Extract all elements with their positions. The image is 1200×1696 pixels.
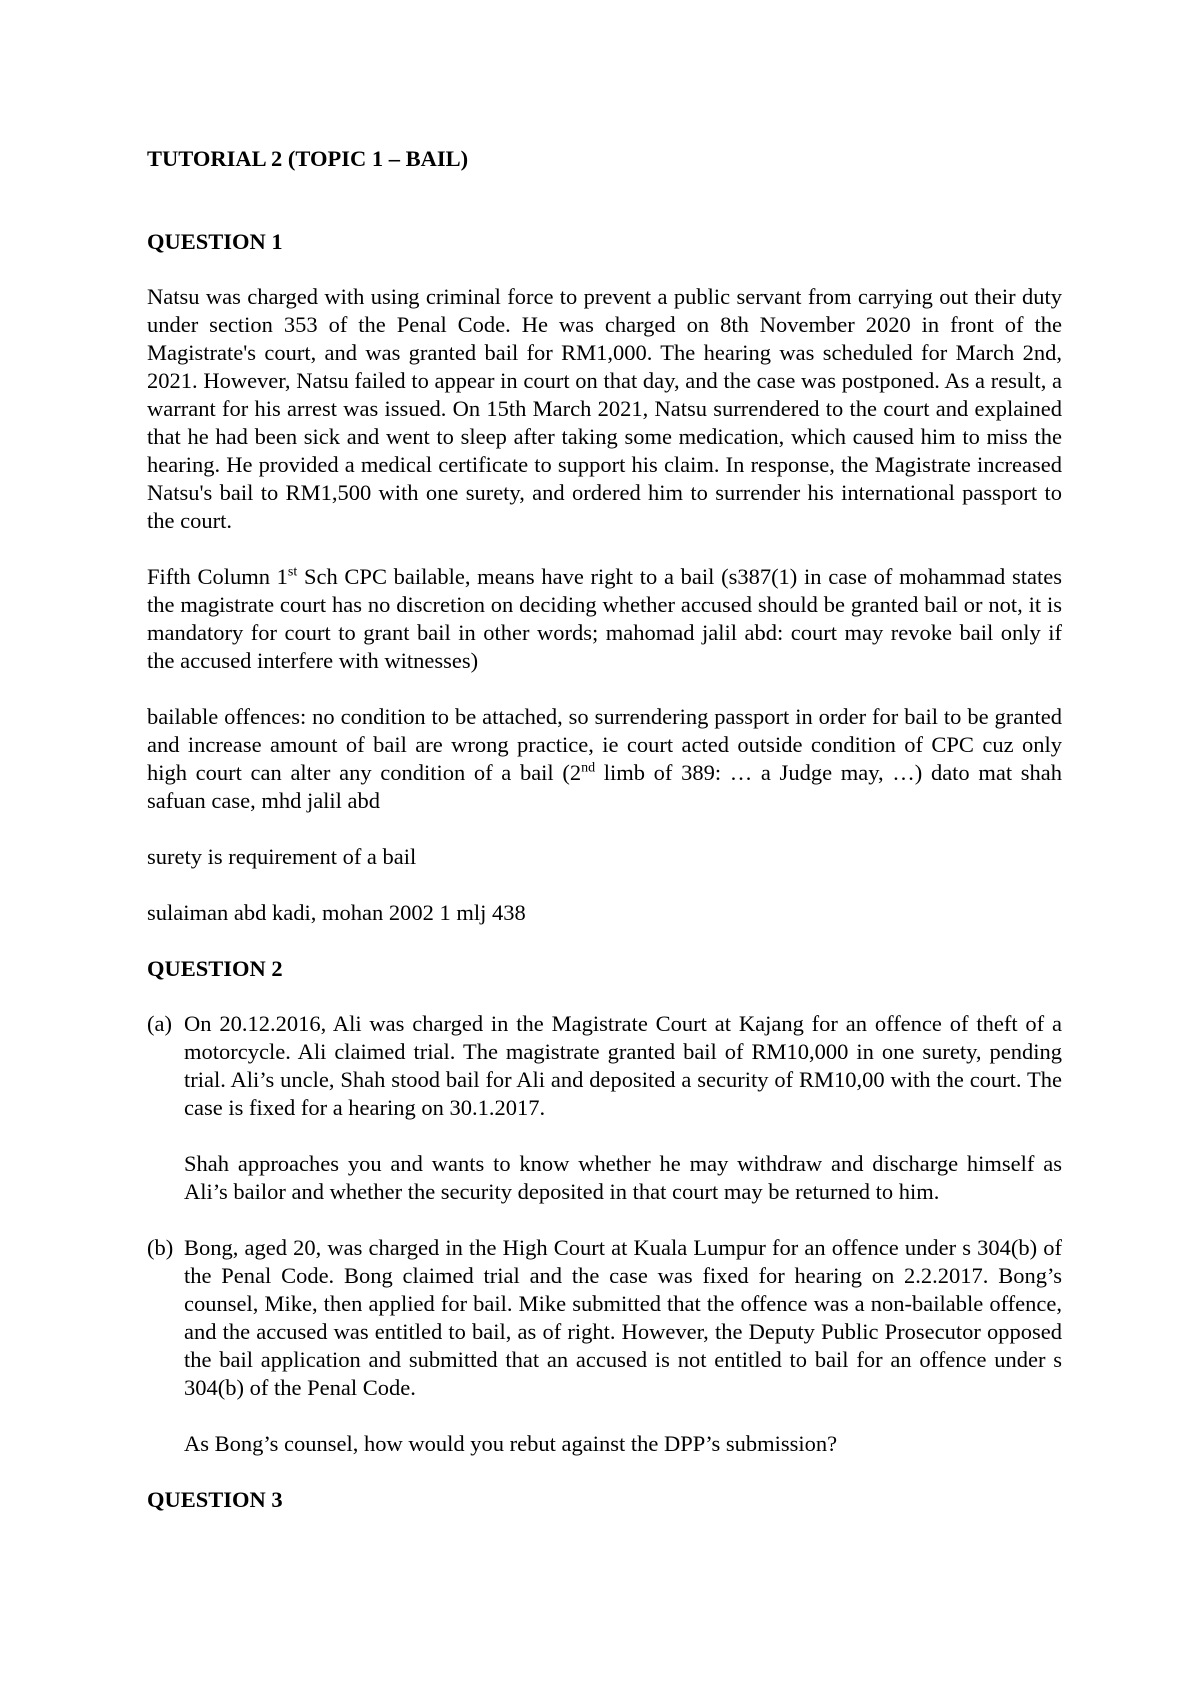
document-title: TUTORIAL 2 (TOPIC 1 – BAIL) [147, 146, 469, 171]
question-1-note-cases: sulaiman abd kadi, mohan 2002 1 mlj 438 [147, 900, 526, 925]
note-text: Sch CPC bailable, means have right to a bail (s387(1) in case of mohammad states the magistrate court has no discretion on deciding whether accused should be granted bail or not, it is mandatory for court to grant bail in other words; mahomad jalil abd: court may revoke bail only if the accused interfere with witnesses) [147, 564, 1062, 673]
note-text: Fifth Column 1 [147, 564, 288, 589]
part-b-question: As Bong’s counsel, how would you rebut against the DPP’s submission? [184, 1431, 838, 1456]
question-1-facts: Natsu was charged with using criminal force to prevent a public servant from carrying out their duty under section 353 of the Penal Code. He was charged on 8th November 2020 in front of the Magistrate's court, and was granted bail for RM1,000. The hearing was scheduled for March 2nd, 2021. However, Natsu failed to appear in court on that day, and the case was postponed. As a result, a warrant for his arrest was issued. On 15th March 2021, Natsu surrendered to the court and explained that he had been sick and went to sleep after taking some medication, which caused him to miss the hearing. He provided a medical certificate to support his claim. In response, the Magistrate increased Natsu's bail to RM1,500 with one surety, and ordered him to surrender his international passport to the court. [147, 284, 1062, 533]
part-a-question: Shah approaches you and wants to know whether he may withdraw and discharge himself as Ali’s bailor and whether the security deposited in that court may be returned to him. [184, 1151, 1062, 1204]
question-1-note-fifth-column [147, 563, 1062, 675]
note-text: limb of 389: … a Judge may, …) dato mat shah safuan case, mhd jalil abd [147, 760, 1062, 813]
part-a-marker: (a) [147, 1011, 172, 1036]
part-b-facts: Bong, aged 20, was charged in the High Court at Kuala Lumpur for an offence under s 304(b) of the Penal Code. Bong claimed trial and the case was fixed for hearing on 2.2.2017. Bong’s counsel, Mike, then applied for bail. Mike submitted that the offence was a non-bailable offence, and the accused was entitled to bail, as of right. However, the Deputy Public Prosecutor opposed the bail application and submitted that an accused is not entitled to bail for an offence under s 304(b) of the Penal Code. [184, 1235, 1062, 1400]
part-a-facts: On 20.12.2016, Ali was charged in the Magistrate Court at Kajang for an offence of theft of a motorcycle. Ali claimed trial. The magistrate granted bail of RM10,000 in one surety, pending trial. Ali’s uncle, Shah stood bail for Ali and deposited a security of RM10,00 with the court. The case is fixed for a hearing on 30.1.2017. [184, 1011, 1062, 1120]
question-2-part-a [147, 1010, 1062, 1206]
ordinal-suffix: st [287, 564, 298, 580]
document-page [147, 145, 1062, 1514]
question-2-heading: QUESTION 2 [147, 956, 283, 981]
question-2-part-b [147, 1234, 1062, 1458]
question-1-heading: QUESTION 1 [147, 229, 283, 254]
note-text: bailable offences: no condition to be attached, so surrendering passport in order for bail to be granted and increase amount of bail are wrong practice, ie court acted outside condition of CPC cuz only high court can alter any condition of a bail (2 [147, 704, 1062, 785]
part-b-marker: (b) [147, 1235, 174, 1260]
question-3-heading: QUESTION 3 [147, 1487, 283, 1512]
ordinal-suffix: nd [581, 760, 596, 776]
question-1-note-bailable-offences [147, 703, 1062, 815]
question-1-note-surety: surety is requirement of a bail [147, 844, 417, 869]
